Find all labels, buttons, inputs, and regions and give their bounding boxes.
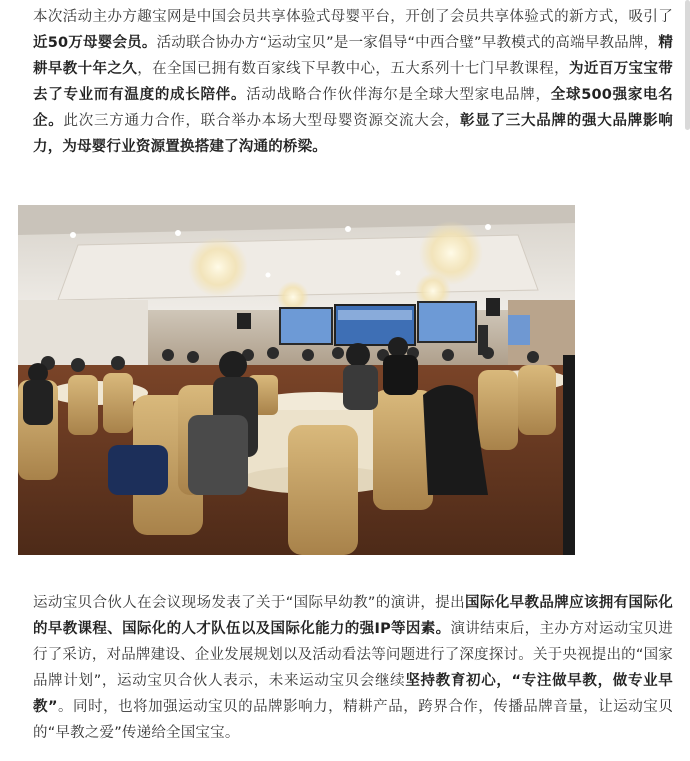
scrollbar[interactable] [685,0,690,130]
bold-text-run: 精耕早教十年之久 [33,35,674,77]
bold-text-run: 近50万母婴会员。 [33,35,157,51]
text-run: 活动联合协办方“运动宝贝”是一家倡导“中西合璧”早教模式的高端早教品牌， [156,35,659,51]
text-run: 。同时，也将加强运动宝贝的品牌影响力，精耕产品，跨界合作，传播品牌音量，让运动宝贝的“早教之爱”传递给全国宝宝。 [33,699,673,741]
text-run: 本次活动主办方趣宝网是中国会员共享体验式母婴平台，开创了会员共享体验式的新方式，吸引了 [33,9,673,25]
text-run: 活动战略合作伙伴海尔是全球大型家电品牌， [246,87,551,103]
bold-text-run: 为近百万宝宝带去了专业而有温度的成长陪伴。 [33,61,673,103]
bold-text-run: 全球500强家电名企。 [33,87,673,129]
paragraph-speech [33,590,673,746]
bold-text-run: 国际化早教品牌应该拥有国际化的早教课程、国际化的人才队伍以及国际化能力的强IP等因素。 [33,595,673,637]
event-photo [18,205,575,555]
text-run: ，在全国已拥有数百家线下早教中心，五大系列十七门早教课程， [137,61,569,77]
conference-hall-illustration [18,205,575,555]
text-run: 此次三方通力合作，联合举办本场大型母婴资源交流大会， [63,113,461,129]
text-run: 运动宝贝合伙人在会议现场发表了关于“国际早幼教”的演讲，提出 [33,595,466,611]
bold-text-run: 坚持教育初心，“专注做早教，做专业早教” [33,673,673,715]
paragraph-intro [33,4,673,160]
bold-text-run: 彰显了三大品牌的强大品牌影响力，为母婴行业资源置换搭建了沟通的桥梁。 [33,113,673,155]
text-run: 演讲结束后，主办方对运动宝贝进行了采访，对品牌建设、企业发展规划以及活动看法等问题进行了深度探讨。关于央视提出的“国家品牌计划”，运动宝贝合伙人表示，未来运动宝贝会继续 [33,621,673,689]
